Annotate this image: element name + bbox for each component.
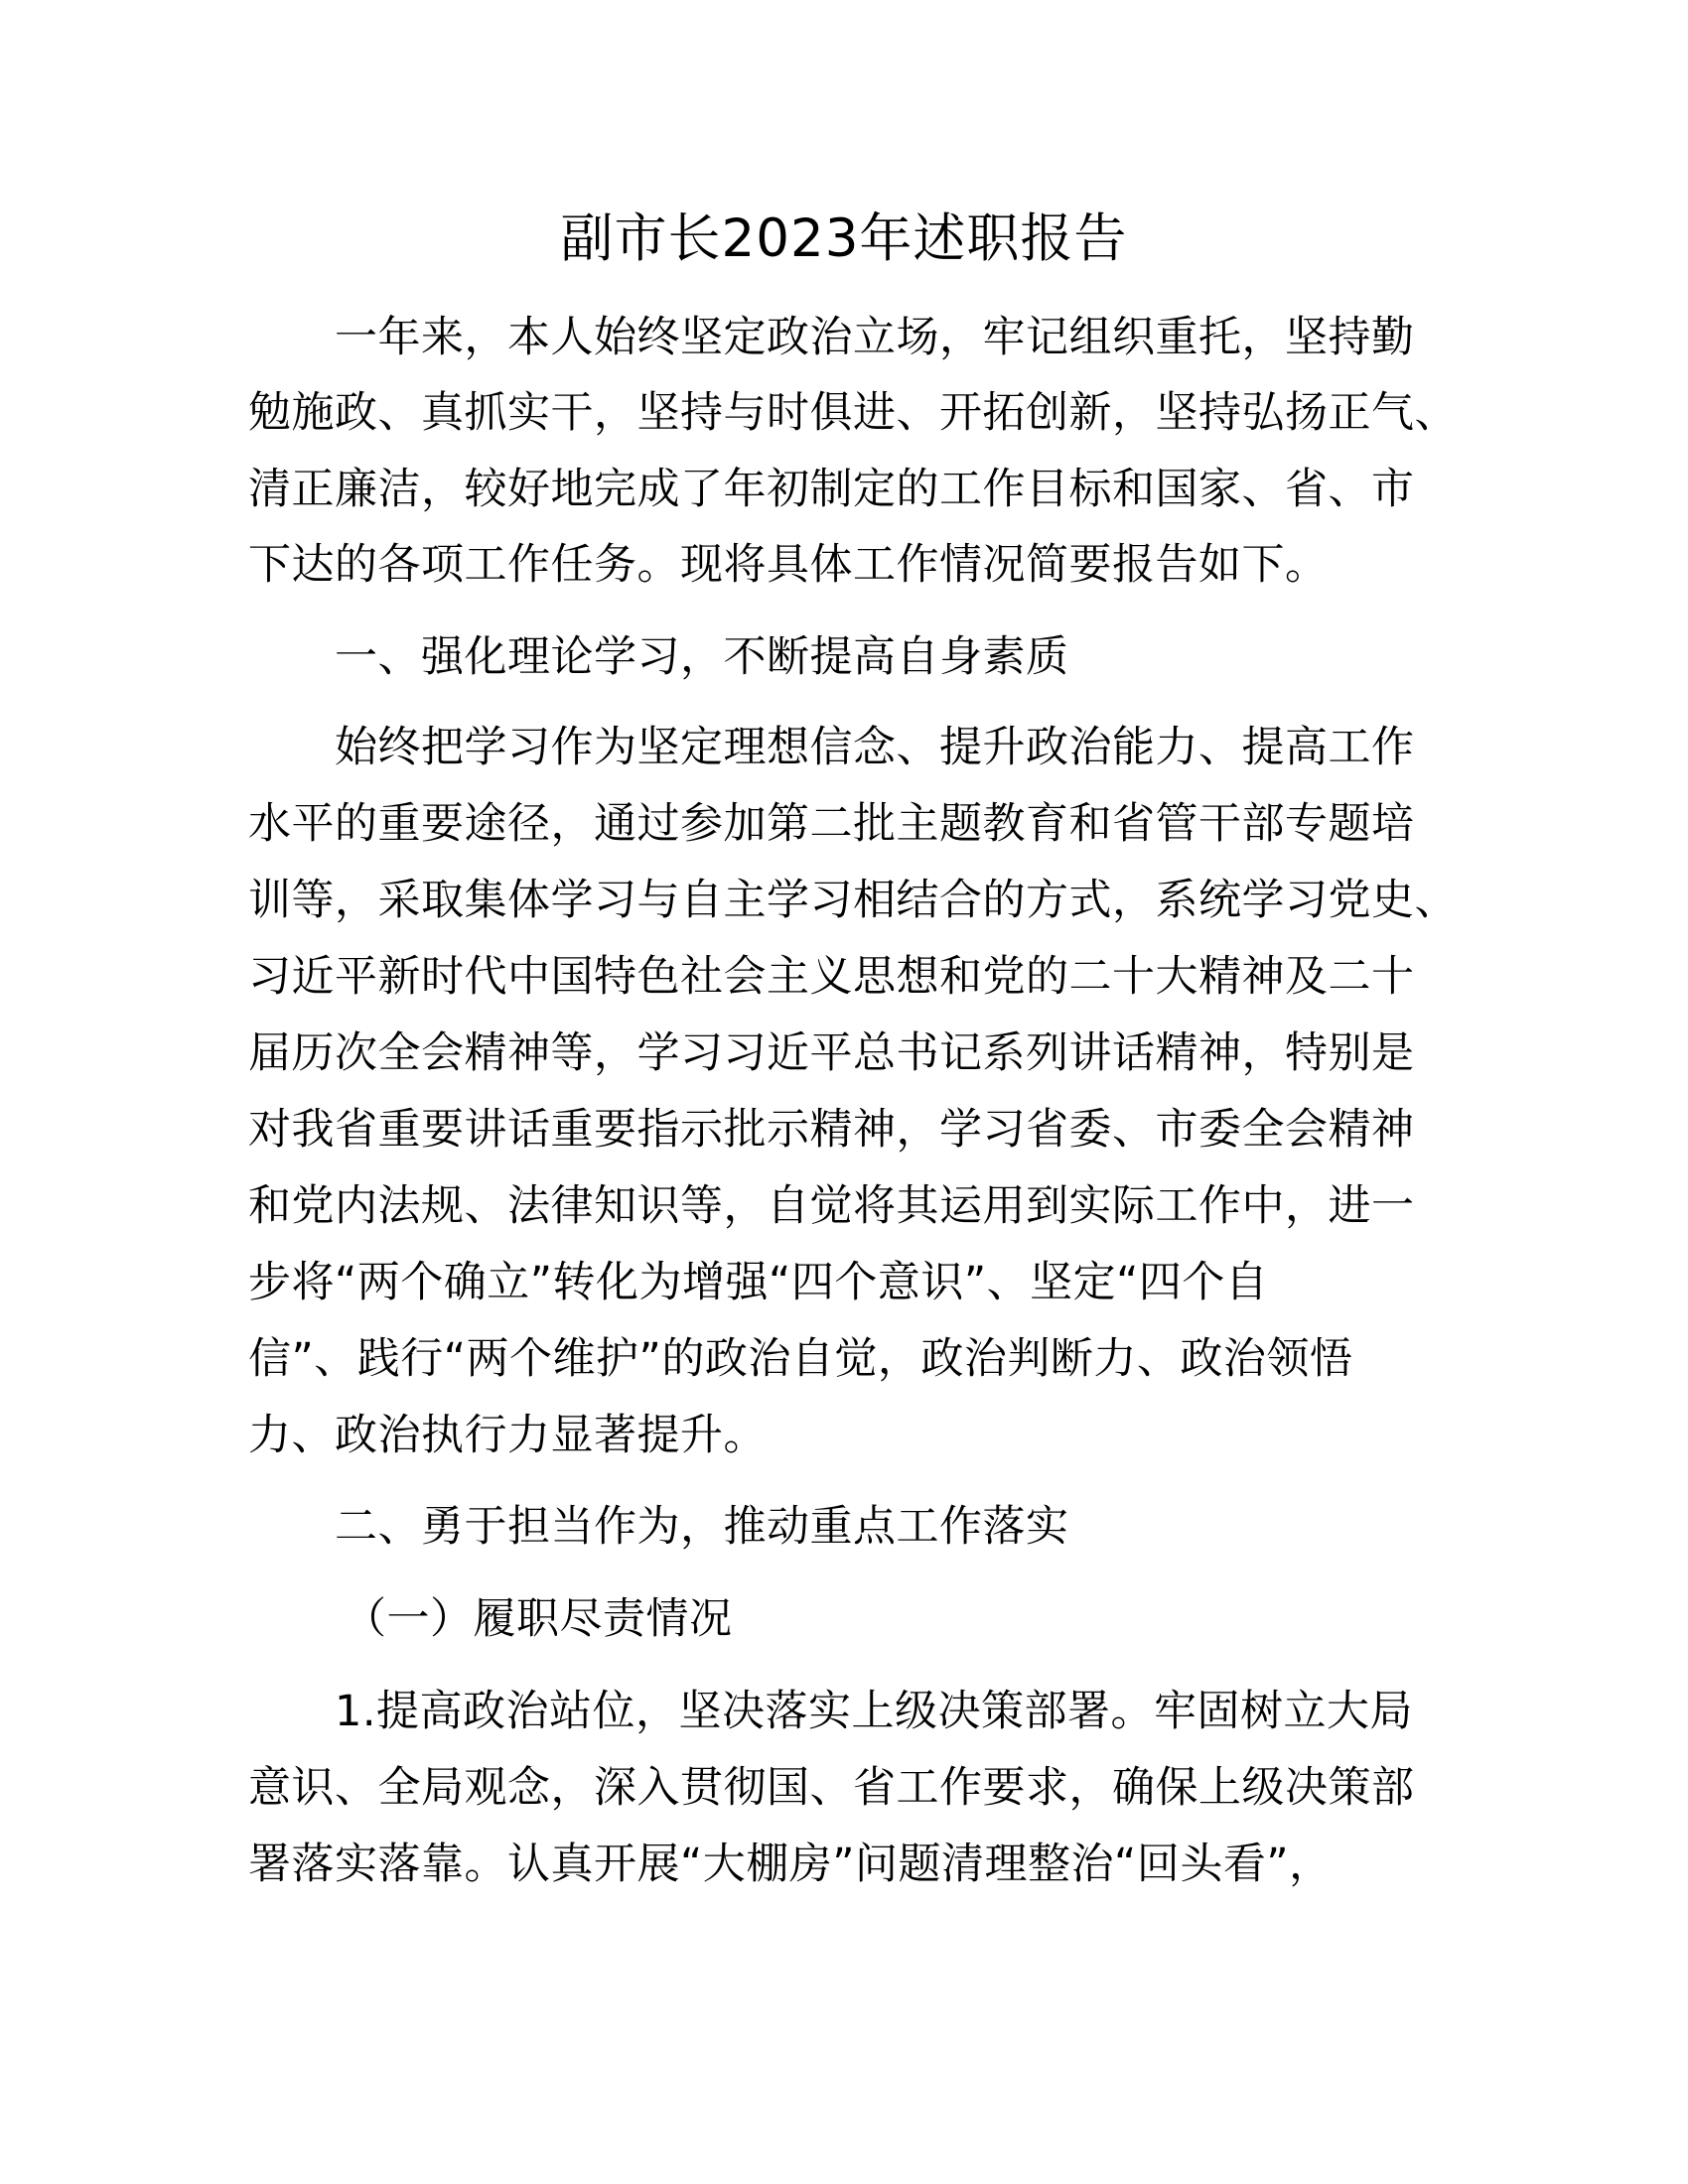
paragraph-2-line-5: 届历次全会精神等，学习习近平总书记系列讲话精神，特别是 [248, 1028, 1415, 1078]
subsection-heading-1: （一）履职尽责情况 [344, 1594, 733, 1644]
paragraph-1-line-4: 下达的各项工作任务。现将具体工作情况简要报告如下。 [248, 540, 1329, 590]
paragraph-3-line-2: 意识、全局观念，深入贯彻国、省工作要求，确保上级决策部 [248, 1763, 1415, 1813]
paragraph-2-line-4: 习近平新时代中国特色社会主义思想和党的二十大精神及二十 [248, 952, 1415, 1002]
paragraph-2-line-8: 步将“两个确立”转化为增强“四个意识”、坚定“四个自 [248, 1258, 1269, 1307]
paragraph-2-line-7: 和党内法规、法律知识等，自觉将其运用到实际工作中，进一 [248, 1181, 1415, 1231]
paragraph-3-line-1: 1.提高政治站位，坚决落实上级决策部署。牢固树立大局 [335, 1687, 1414, 1736]
paragraph-1-line-2: 勉施政、真抓实干，坚持与时俱进、开拓创新，坚持弘扬正气、 [248, 388, 1458, 438]
section-heading-2: 二、勇于担当作为，推动重点工作落实 [335, 1502, 1069, 1552]
paragraph-2-line-1: 始终把学习作为坚定理想信念、提升政治能力、提高工作 [335, 723, 1415, 772]
paragraph-2-line-3: 训等，采取集体学习与自主学习相结合的方式，系统学习党史、 [248, 876, 1458, 925]
section-heading-1: 一、强化理论学习，不断提高自身素质 [335, 632, 1069, 682]
paragraph-2-line-6: 对我省重要讲话重要指示批示精神，学习省委、市委全会精神 [248, 1105, 1415, 1155]
paragraph-2-line-10: 力、政治执行力显著提升。 [248, 1411, 767, 1460]
paragraph-2-line-2: 水平的重要途径，通过参加第二批主题教育和省管干部专题培 [248, 799, 1415, 849]
paragraph-1-line-3: 清正廉洁，较好地完成了年初制定的工作目标和国家、省、市 [248, 465, 1415, 514]
paragraph-2-line-9: 信”、践行“两个维护”的政治自觉，政治判断力、政治领悟 [248, 1334, 1353, 1384]
paragraph-3-line-3: 署落实落靠。认真开展“大棚房”问题清理整治“回头看”， [248, 1840, 1333, 1889]
document-title: 副市长2023年述职报告 [560, 208, 1128, 269]
paragraph-1-line-1: 一年来，本人始终坚定政治立场，牢记组织重托，坚持勤 [335, 313, 1415, 362]
